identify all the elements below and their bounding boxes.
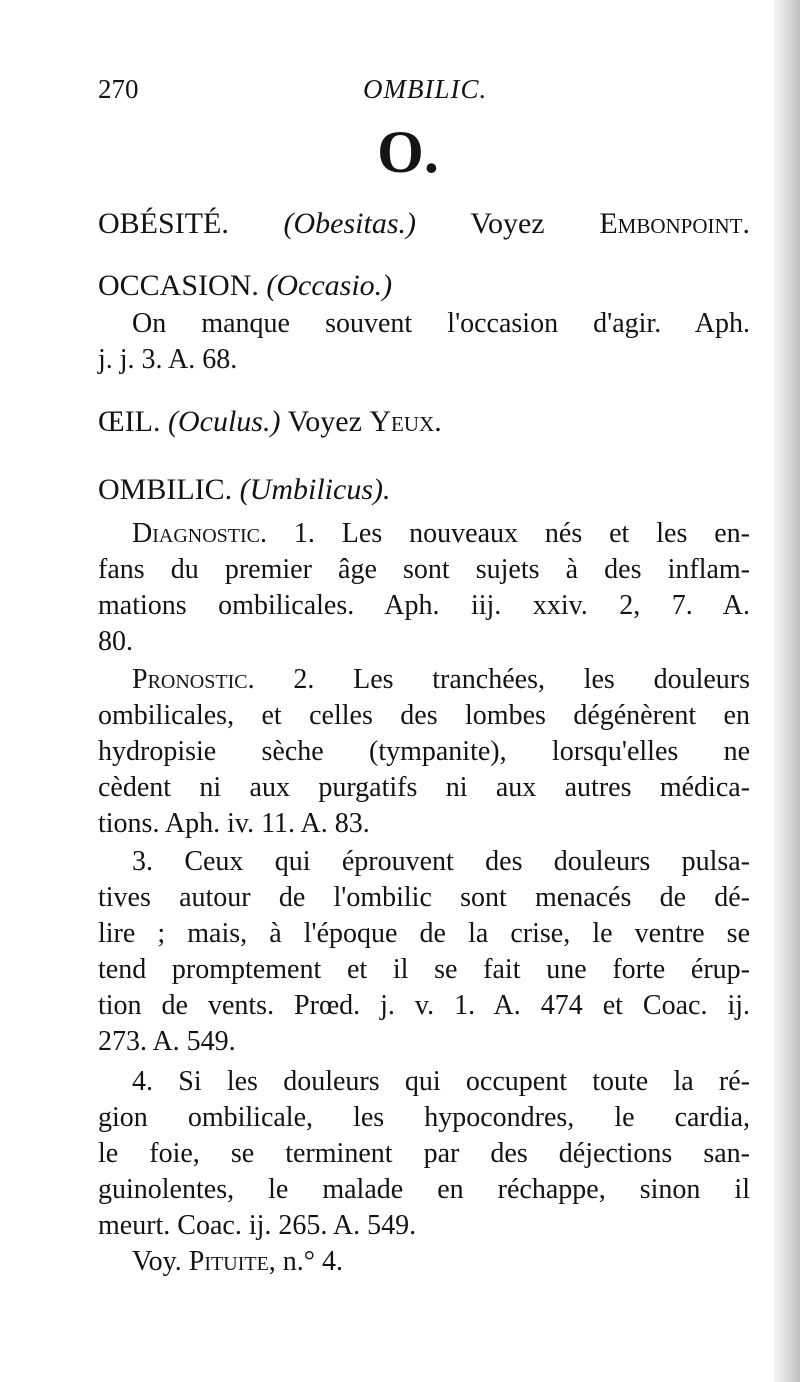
text-line: lire ; mais, à l'époque de la crise, le ventre se bbox=[98, 918, 750, 949]
paragraph-label: Pronostic. bbox=[132, 664, 255, 695]
section-letter: O. bbox=[377, 119, 439, 185]
entry-ombilic bbox=[98, 472, 390, 508]
entry-occasion bbox=[98, 268, 392, 304]
page-number: 270 bbox=[98, 74, 139, 104]
entry-latin: (Umbilicus). bbox=[239, 473, 391, 506]
text-line: guinolentes, le malade en réchappe, sinon il bbox=[98, 1174, 750, 1205]
text-line: fans du premier âge sont sujets à des inflam- bbox=[98, 554, 750, 585]
text-line: tives autour de l'ombilic sont menacés de dé- bbox=[98, 882, 750, 913]
cross-reference: Pituite, bbox=[188, 1246, 276, 1277]
text-line: tions. Aph. iv. 11. A. 83. bbox=[98, 808, 370, 839]
text-line: j. j. 3. A. 68. bbox=[98, 344, 238, 375]
cross-reference: Yeux. bbox=[369, 405, 442, 438]
entry-headword: OCCASION. bbox=[98, 269, 259, 302]
running-head bbox=[98, 74, 738, 110]
entry-headword: OMBILIC. bbox=[98, 473, 233, 506]
entry-latin: (Oculus.) bbox=[168, 405, 281, 438]
see-also bbox=[98, 1244, 343, 1280]
text-line: meurt. Coac. ij. 265. A. 549. bbox=[98, 1210, 417, 1241]
text-line: 4. Si les douleurs qui occupent toute la ré- bbox=[132, 1066, 750, 1097]
text-line: tion de vents. Prœd. j. v. 1. A. 474 et Coac. ij. bbox=[98, 990, 750, 1021]
entry-obesite bbox=[98, 206, 750, 242]
page-edge bbox=[774, 0, 800, 1382]
text-line: ombilicales, et celles des lombes dégénèrent en bbox=[98, 700, 750, 731]
reference-number: n.° 4. bbox=[282, 1246, 343, 1277]
see-word: Voyez bbox=[470, 207, 545, 240]
text-line: mations ombilicales. Aph. iij. xxiv. 2, 7. A. bbox=[98, 590, 750, 621]
text-line: le foie, se terminent par des déjections san- bbox=[98, 1138, 750, 1169]
see-word: Voy. bbox=[132, 1246, 182, 1277]
text-line: cèdent ni aux purgatifs ni aux autres médica- bbox=[98, 772, 750, 803]
text-line: 80. bbox=[98, 626, 133, 657]
entry-headword: ŒIL. bbox=[98, 405, 161, 438]
running-title: OMBILIC. bbox=[363, 74, 488, 104]
text-line: tend promptement et il se fait une forte érup- bbox=[98, 954, 750, 985]
entry-oeil bbox=[98, 404, 442, 440]
see-word: Voyez bbox=[287, 405, 362, 438]
cross-reference: Embonpoint. bbox=[599, 207, 750, 240]
text-line: 3. Ceux qui éprouvent des douleurs pulsa- bbox=[132, 846, 750, 877]
text-line: On manque souvent l'occasion d'agir. Aph. bbox=[132, 308, 750, 339]
text-line: Diagnostic. 1. Les nouveaux nés et les en- bbox=[132, 518, 751, 549]
text-line: Pronostic. 2. Les tranchées, les douleurs bbox=[132, 664, 751, 695]
entry-headword: OBÉSITÉ. bbox=[98, 207, 229, 240]
entry-latin: (Obesitas.) bbox=[283, 207, 417, 240]
text-line: 273. A. 549. bbox=[98, 1026, 236, 1057]
paragraph-label: Diagnostic. bbox=[132, 518, 267, 549]
text-line: hydropisie sèche (tympanite), lorsqu'elles ne bbox=[98, 736, 750, 767]
entry-latin: (Occasio.) bbox=[266, 269, 393, 302]
text-line: gion ombilicale, les hypocondres, le cardia, bbox=[98, 1102, 750, 1133]
